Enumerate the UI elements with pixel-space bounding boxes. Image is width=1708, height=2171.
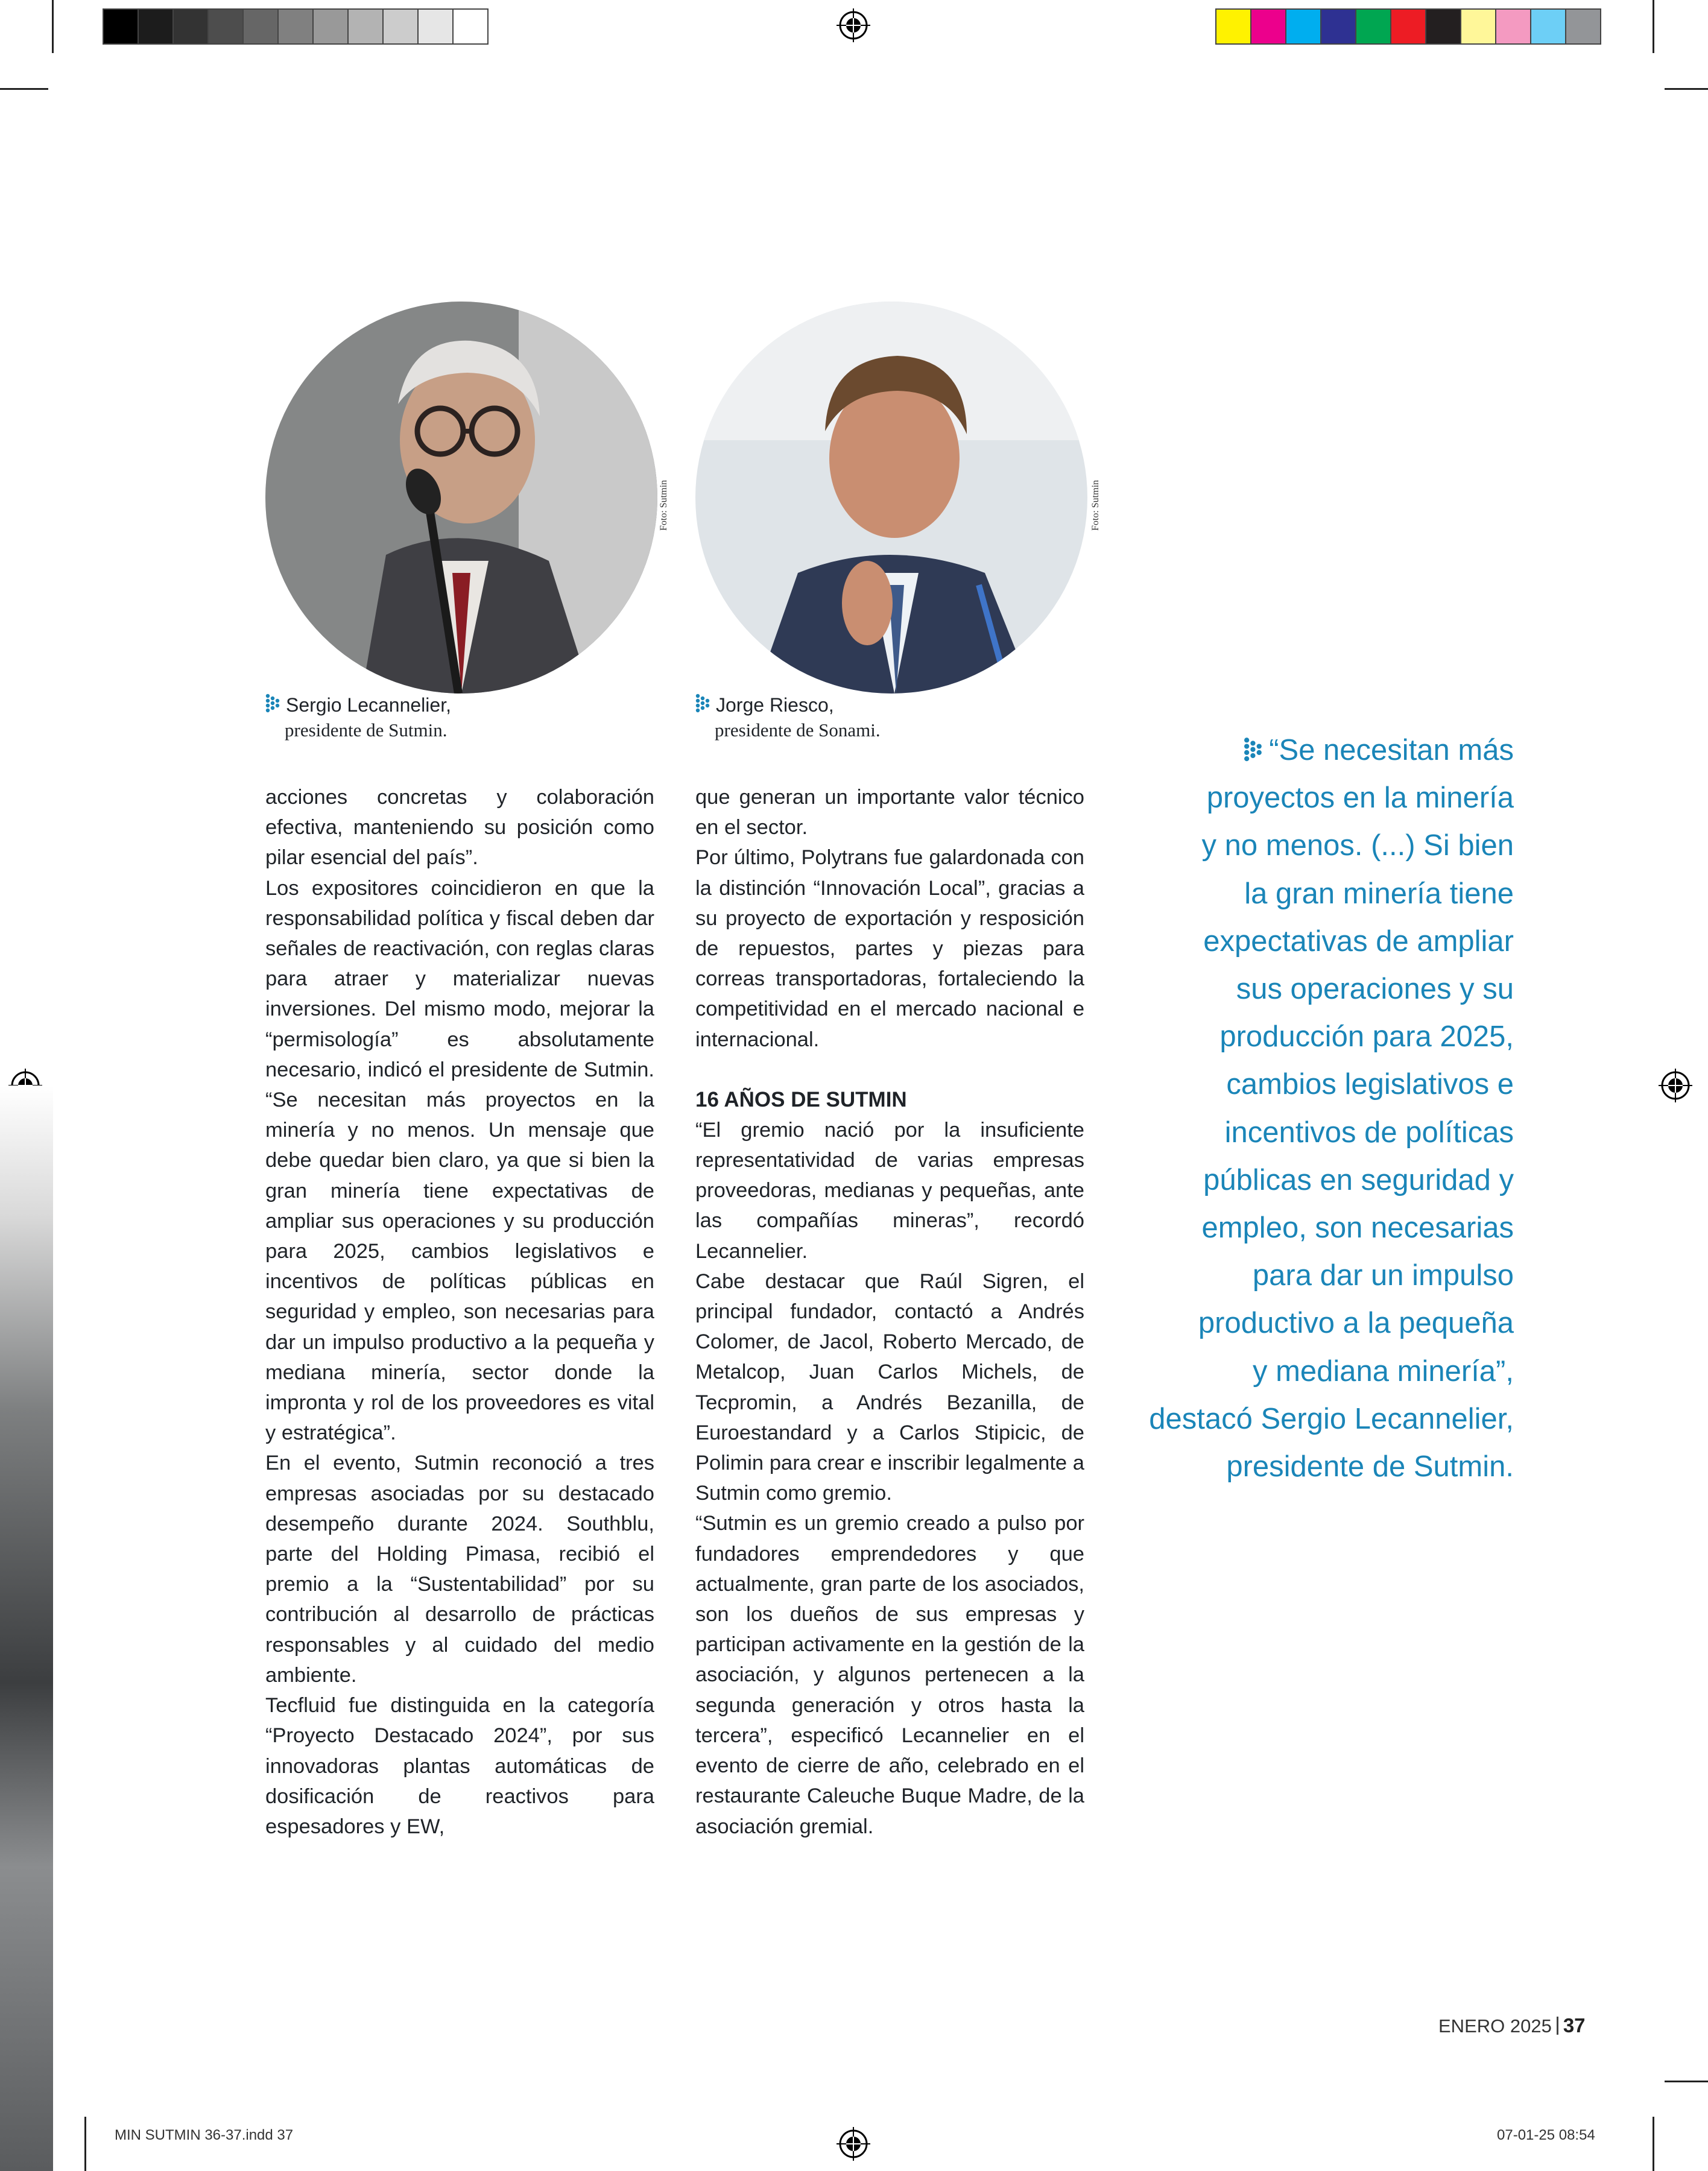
folio-divider xyxy=(1557,2017,1558,2035)
crop-mark xyxy=(84,2117,86,2171)
swatch xyxy=(417,8,454,45)
quote-line: productivo a la pequeña xyxy=(1198,1307,1514,1340)
body-column-2 xyxy=(695,782,1084,1842)
swatch xyxy=(1250,8,1286,45)
swatch xyxy=(1460,8,1496,45)
registration-mark-icon xyxy=(1659,1069,1692,1102)
quote-line: expectativas de ampliar xyxy=(1203,924,1514,958)
paragraph: En el evento, Sutmin reconoció a tres empresas asociadas por su destacado desempeño durante 2024. Southblu, parte del Holding Pimasa, recibió el premio a la “Sustentabilidad” por su contribución al desarrollo de prácticas responsables y al cuidado del medio ambiente. xyxy=(265,1452,654,1687)
swatch xyxy=(452,8,489,45)
portrait-jorge-riesco xyxy=(695,302,1087,694)
quote-line: proyectos en la minería xyxy=(1206,782,1514,815)
swatch xyxy=(1390,8,1426,45)
swatch xyxy=(1355,8,1391,45)
swatch xyxy=(103,8,139,45)
crop-mark xyxy=(1665,2081,1708,2082)
portrait-photo-icon xyxy=(695,302,1087,694)
section-heading: 16 AÑOS DE SUTMIN xyxy=(695,1087,907,1111)
quote-line: empleo, son necesarias xyxy=(1201,1212,1514,1245)
slug-filename: MIN SUTMIN 36-37.indd 37 xyxy=(115,2127,294,2143)
process-color-bar xyxy=(1215,8,1600,45)
pull-quote xyxy=(1113,727,1514,1491)
crop-mark xyxy=(1665,88,1708,90)
quote-line: destacó Sergio Lecannelier, xyxy=(1149,1402,1514,1435)
dot-bullet-icon xyxy=(695,694,712,714)
paragraph: acciones concretas y colaboración efectiva, manteniendo su posición como pilar esencial del país”. xyxy=(265,786,654,870)
crop-mark xyxy=(1653,2117,1654,2171)
swatch xyxy=(1530,8,1566,45)
dot-bullet-icon xyxy=(1244,737,1265,763)
grayscale-color-bar xyxy=(103,8,487,45)
paragraph: “Sutmin es un gremio creado a pulso por fundadores emprendedores y que actualmente, gran parte de los asociados, son los dueños de sus empresas y participan activamente en la gestión de la asociación, y algunos pertenecen a la segunda generación y otros hasta la tercera”, especificó Lecannelier en el evento de cierre de año, celebrado en el restaurante Caleuche Buque Madre, de la asociación gremial. xyxy=(695,1512,1084,1838)
caption-name: Sergio Lecannelier, xyxy=(286,694,451,716)
body-column-1 xyxy=(265,782,654,1842)
swatch xyxy=(1320,8,1356,45)
crop-mark xyxy=(1653,0,1654,53)
quote-line: la gran minería tiene xyxy=(1244,877,1514,910)
crop-mark xyxy=(0,88,48,90)
swatch xyxy=(172,8,209,45)
caption-role: presidente de Sonami. xyxy=(715,719,881,741)
photo-credit: Foto: Sutmin xyxy=(659,479,669,531)
swatch xyxy=(347,8,384,45)
swatch xyxy=(207,8,244,45)
caption-name: Jorge Riesco, xyxy=(716,694,834,716)
page-folio xyxy=(1438,2014,1586,2037)
quote-line: y mediana minería”, xyxy=(1252,1354,1514,1388)
swatch xyxy=(242,8,279,45)
photo-credit: Foto: Sutmin xyxy=(1090,479,1101,531)
swatch xyxy=(1425,8,1461,45)
quote-line: “Se necesitan más xyxy=(1269,734,1514,766)
registration-mark-icon xyxy=(837,8,870,42)
facing-page-photo-bleed xyxy=(0,1086,53,2171)
swatch xyxy=(312,8,349,45)
page-number: 37 xyxy=(1563,2014,1586,2037)
quote-line: presidente de Sutmin. xyxy=(1226,1450,1514,1484)
swatch xyxy=(277,8,314,45)
quote-line: para dar un impulso xyxy=(1252,1259,1514,1292)
paragraph: que generan un importante valor técnico en el sector. xyxy=(695,786,1084,839)
issue-label: ENERO 2025 xyxy=(1438,2015,1552,2037)
quote-line: públicas en seguridad y xyxy=(1203,1163,1514,1196)
swatch xyxy=(1495,8,1531,45)
swatch xyxy=(138,8,174,45)
dot-bullet-icon xyxy=(265,694,282,714)
swatch xyxy=(382,8,419,45)
portrait-photo-icon xyxy=(265,302,657,694)
caption-role: presidente de Sutmin. xyxy=(285,719,448,741)
swatch xyxy=(1285,8,1321,45)
swatch xyxy=(1565,8,1601,45)
quote-line: producción para 2025, xyxy=(1219,1020,1514,1054)
registration-mark-icon xyxy=(837,2127,870,2161)
paragraph: Los expositores coincidieron en que la responsabilidad política y fiscal deben dar señales de reactivación, con reglas claras para atraer y materializar nuevas inversiones. Del mismo modo, mejorar la “permisología” es absolutamente necesario, indicó el presidente de Sutmin. “Se necesitan más proyectos en la minería y no menos. Un mensaje que debe quedar bien claro, ya que si bien la gran minería tiene expectativas de ampliar sus operaciones y su producción para 2025, cambios legislativos e incentivos de políticas públicas en seguridad y empleo, son necesarias para dar un impulso productivo a la pequeña y mediana minería, sector donde la impronta y rol de los proveedores es vital y estratégica”. xyxy=(265,876,654,1445)
paragraph: “El gremio nació por la insuficiente representatividad de varias empresas proveedoras, medianas y pequeñas, ante las compañías mineras”, recordó Lecannelier. xyxy=(695,1118,1084,1263)
quote-line: incentivos de políticas xyxy=(1224,1116,1514,1149)
crop-mark xyxy=(52,0,54,53)
quote-line: sus operaciones y su xyxy=(1236,973,1514,1006)
portrait-sergio-lecannelier xyxy=(265,302,657,694)
quote-line: y no menos. (...) Si bien xyxy=(1201,829,1514,862)
paragraph: Cabe destacar que Raúl Sigren, el principal fundador, contactó a Andrés Colomer, de Jacol, Roberto Mercado, de Metalcop, Juan Carlos Michels, de Tecpromin, a Andrés Bezanilla, de Euroestandard y a Carlos Stipicic, de Polimin para crear e inscribir legalmente a Sutmin como gremio. xyxy=(695,1269,1084,1505)
quote-line: cambios legislativos e xyxy=(1226,1068,1514,1101)
photo-caption xyxy=(695,692,881,743)
paragraph: Tecfluid fue distinguida en la categoría “Proyecto Destacado 2024”, por sus innovadoras plantas automáticas de dosificación de reactivos para espesadores y EW, xyxy=(265,1694,654,1838)
photo-caption xyxy=(265,692,451,743)
swatch xyxy=(1215,8,1251,45)
paragraph: Por último, Polytrans fue galardonada con la distinción “Innovación Local”, gracias a su proyecto de exportación y resposición de repuestos, partes y piezas para correas transportadoras, fortaleciendo la competitividad en el mercado nacional e internacional. xyxy=(695,846,1084,1051)
slug-datetime: 07-01-25 08:54 xyxy=(1497,2127,1595,2143)
